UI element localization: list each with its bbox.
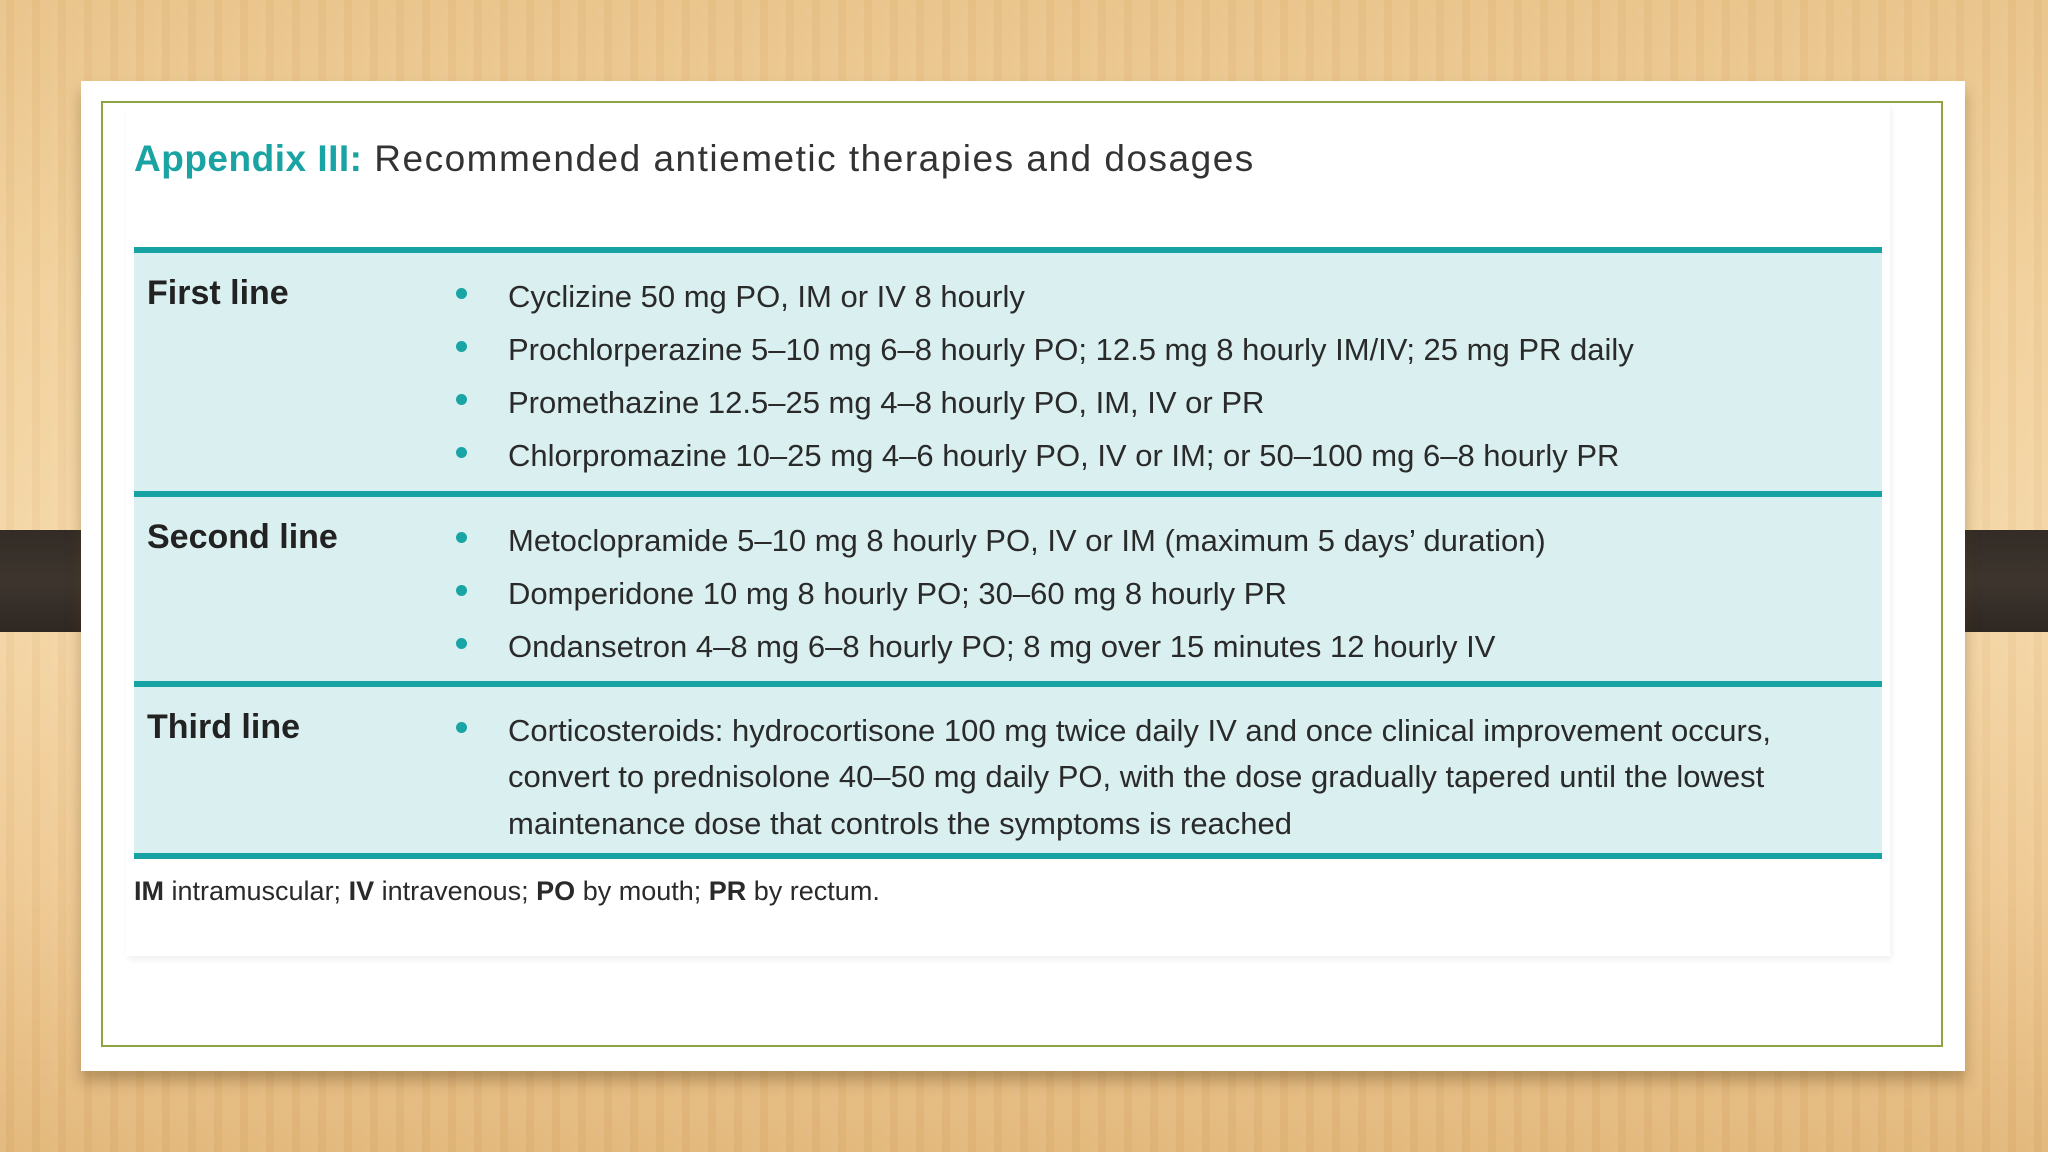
abbr-im-text: intramuscular; (164, 876, 349, 906)
table-row-third-line (134, 681, 1882, 859)
abbr-po-text: by mouth; (575, 876, 709, 906)
abbr-iv: IV (348, 876, 375, 906)
bullet-icon (456, 585, 467, 596)
row-heading: Third line (147, 708, 300, 746)
bullet-icon (456, 638, 467, 649)
item-text: Cyclizine 50 mg PO, IM or IV 8 hourly (508, 279, 1025, 314)
abbr-im: IM (134, 876, 164, 906)
item-text: Prochlorperazine 5–10 mg 6–8 hourly PO; 12.5 mg 8 hourly IM/IV; 25 mg PR daily (508, 332, 1634, 367)
bullet-icon (456, 447, 467, 458)
abbr-po: PO (536, 876, 576, 906)
abbreviation-footnote (134, 876, 880, 907)
abbr-iv-text: intravenous; (374, 876, 537, 906)
item-text: Domperidone 10 mg 8 hourly PO; 30–60 mg 8 hourly PR (508, 576, 1287, 611)
item-text: maintenance dose that controls the symptoms is reached (508, 806, 1293, 841)
bullet-icon (456, 532, 467, 543)
page-title (134, 138, 1255, 180)
therapy-table (134, 247, 1882, 859)
title-text: Recommended antiemetic therapies and dosages (374, 138, 1255, 179)
row-heading: Second line (147, 518, 338, 556)
row-heading: First line (147, 274, 289, 312)
bullet-icon (456, 394, 467, 405)
bullet-icon (456, 341, 467, 352)
table-row-second-line (134, 491, 1882, 681)
table-row-first-line (134, 247, 1882, 491)
abbr-pr: PR (708, 876, 747, 906)
item-text: Ondansetron 4–8 mg 6–8 hourly PO; 8 mg over 15 minutes 12 hourly IV (508, 629, 1496, 664)
item-text: Promethazine 12.5–25 mg 4–8 hourly PO, IM, IV or PR (508, 385, 1265, 420)
bullet-icon (456, 722, 467, 733)
title-prefix: Appendix III: (134, 138, 363, 179)
abbr-pr-text: by rectum. (746, 876, 880, 906)
item-text: Chlorpromazine 10–25 mg 4–6 hourly PO, IV or IM; or 50–100 mg 6–8 hourly PR (508, 438, 1620, 473)
item-text: Corticosteroids: hydrocortisone 100 mg twice daily IV and once clinical improvement occurs, (508, 713, 1771, 748)
bullet-icon (456, 288, 467, 299)
item-text: Metoclopramide 5–10 mg 8 hourly PO, IV or IM (maximum 5 days’ duration) (508, 523, 1546, 558)
item-text: convert to prednisolone 40–50 mg daily PO, with the dose gradually tapered until the lowest (508, 759, 1765, 794)
